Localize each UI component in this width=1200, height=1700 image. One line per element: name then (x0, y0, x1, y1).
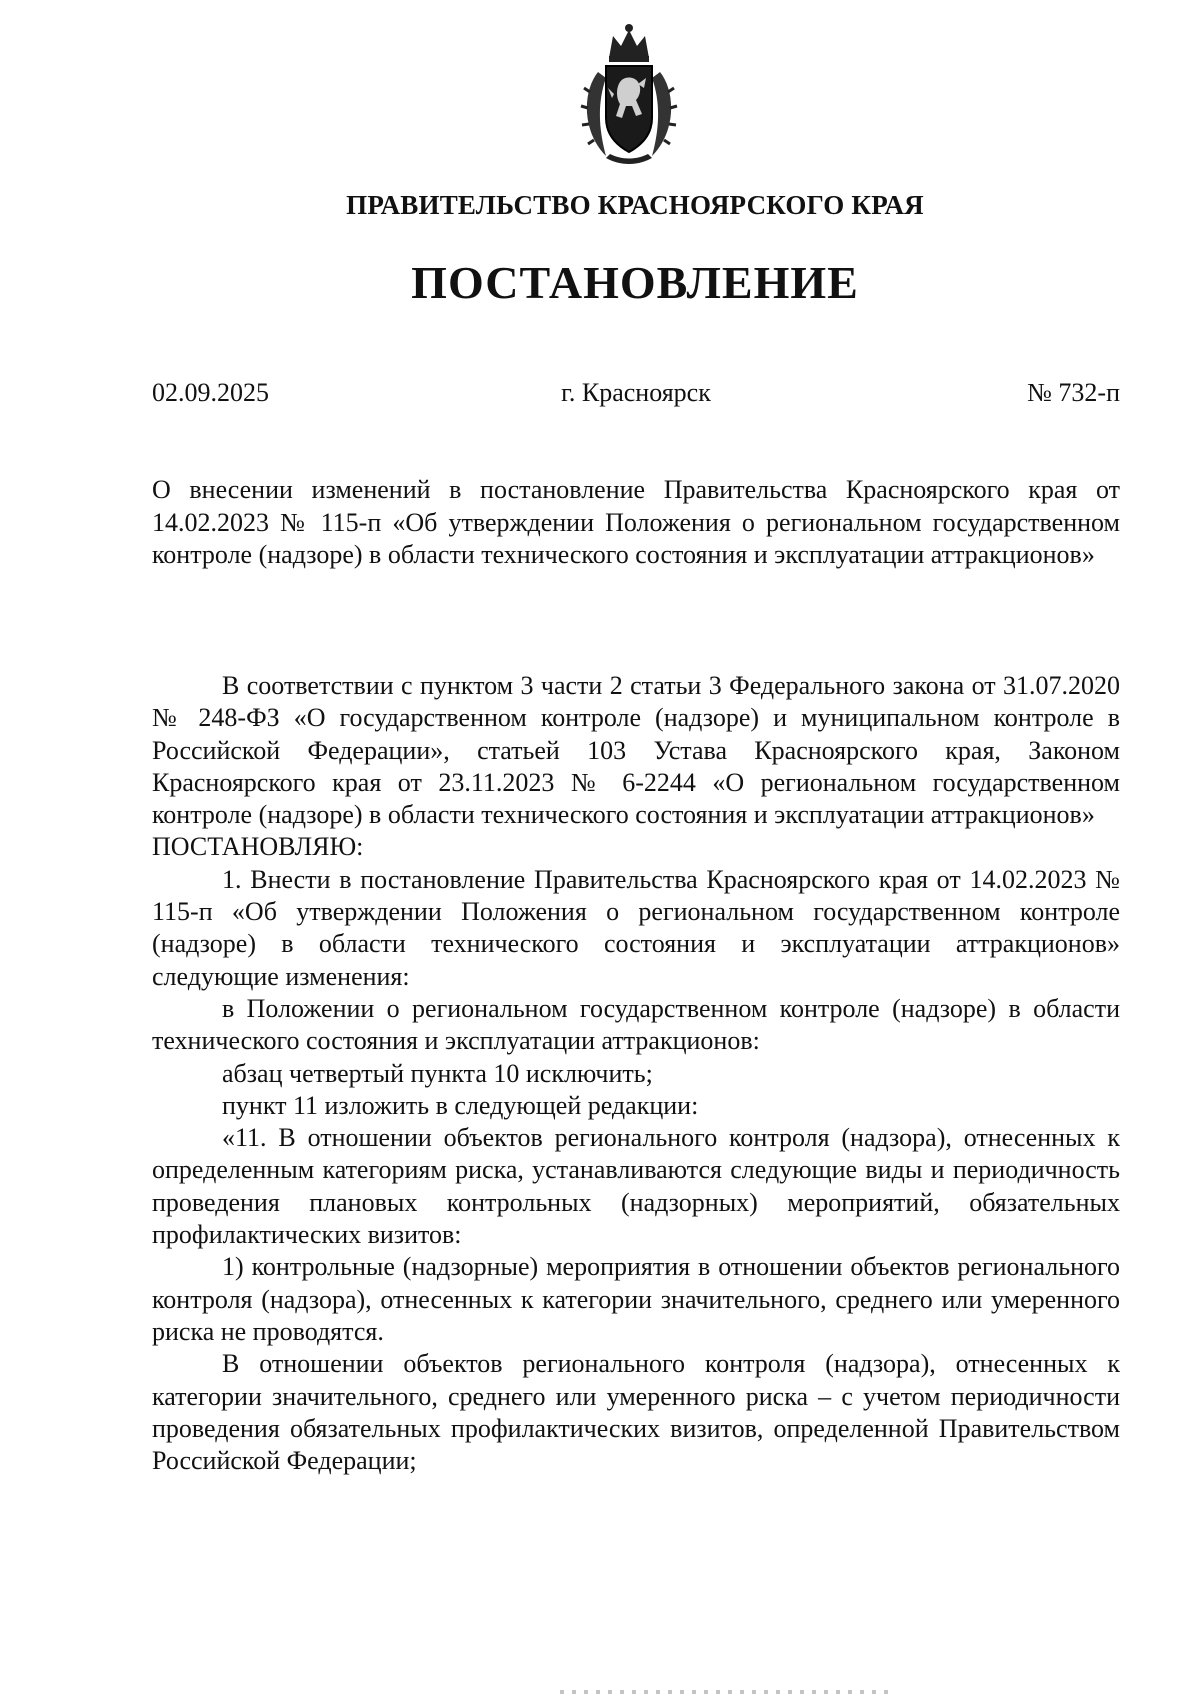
change-a-paragraph: абзац четвертый пункта 10 исключить; (222, 1058, 653, 1088)
organization-title: ПРАВИТЕЛЬСТВО КРАСНОЯРСКОГО КРАЯ (346, 190, 924, 220)
document-date: 02.09.2025 (152, 378, 269, 407)
decree-word: ПОСТАНОВЛЯЮ: (152, 832, 364, 862)
document-type-title: ПОСТАНОВЛЕНИЕ (411, 257, 859, 308)
item-1-paragraph: 1. Внести в постановление Правительства Красноярского края от 14.02.2023 № 115-п «Об утверждении Положения о региональном государственном контроле (надзоре) в области технического состояния и эксплуатации аттракционов» следующие изменения: (152, 864, 1120, 991)
document-number: № 732-п (1027, 378, 1120, 407)
document-subject: О внесении изменений в постановление Правительства Красноярского края от 14.02.2023 № 115-п «Об утверждении Положения о региональном государственном контроле (надзоре) в области технического состояния и эксплуатации аттракционов» (152, 475, 1120, 569)
coat-of-arms-icon (576, 22, 682, 168)
change-intro-paragraph: в Положении о региональном государственном контроле (надзоре) в области технического состояния и эксплуатации аттракционов: (152, 993, 1120, 1056)
point-11-paragraph-2: В отношении объектов регионального контроля (надзора), отнесенных к категории значительного, среднего или умеренного риска – с учетом периодичности проведения обязательных профилактических визитов, определенной Правительством Российской Федерации; (152, 1349, 1120, 1476)
point-11-paragraph: «11. В отношении объектов регионального контроля (надзора), отнесенных к определенным категориям риска, устанавливаются следующие виды и периодичность проведения плановых контрольных (надзорных) мероприятий, обязательных профилактических визитов: (152, 1123, 1120, 1250)
document-city: г. Красноярск (561, 378, 711, 407)
scan-artifact (560, 1690, 890, 1694)
document-body (152, 670, 1120, 1477)
change-b-paragraph: пункт 11 изложить в следующей редакции: (222, 1090, 699, 1120)
point-11-subitem-1: 1) контрольные (надзорные) мероприятия в отношении объектов регионального контроля (надзора), отнесенных к категории значительного, среднего или умеренного риска не проводятся. (152, 1252, 1120, 1346)
preamble-paragraph: В соответствии с пунктом 3 части 2 статьи 3 Федерального закона от 31.07.2020 № 248-ФЗ «О государственном контроле (надзоре) и муниципальном контроле в Российской Федерации», статьей 103 Устава Красноярского края, Законом Красноярского края от 23.11.2023 № 6-2244 «О региональном государственном контроле (надзоре) в области технического состояния и эксплуатации аттракционов» (152, 671, 1120, 830)
